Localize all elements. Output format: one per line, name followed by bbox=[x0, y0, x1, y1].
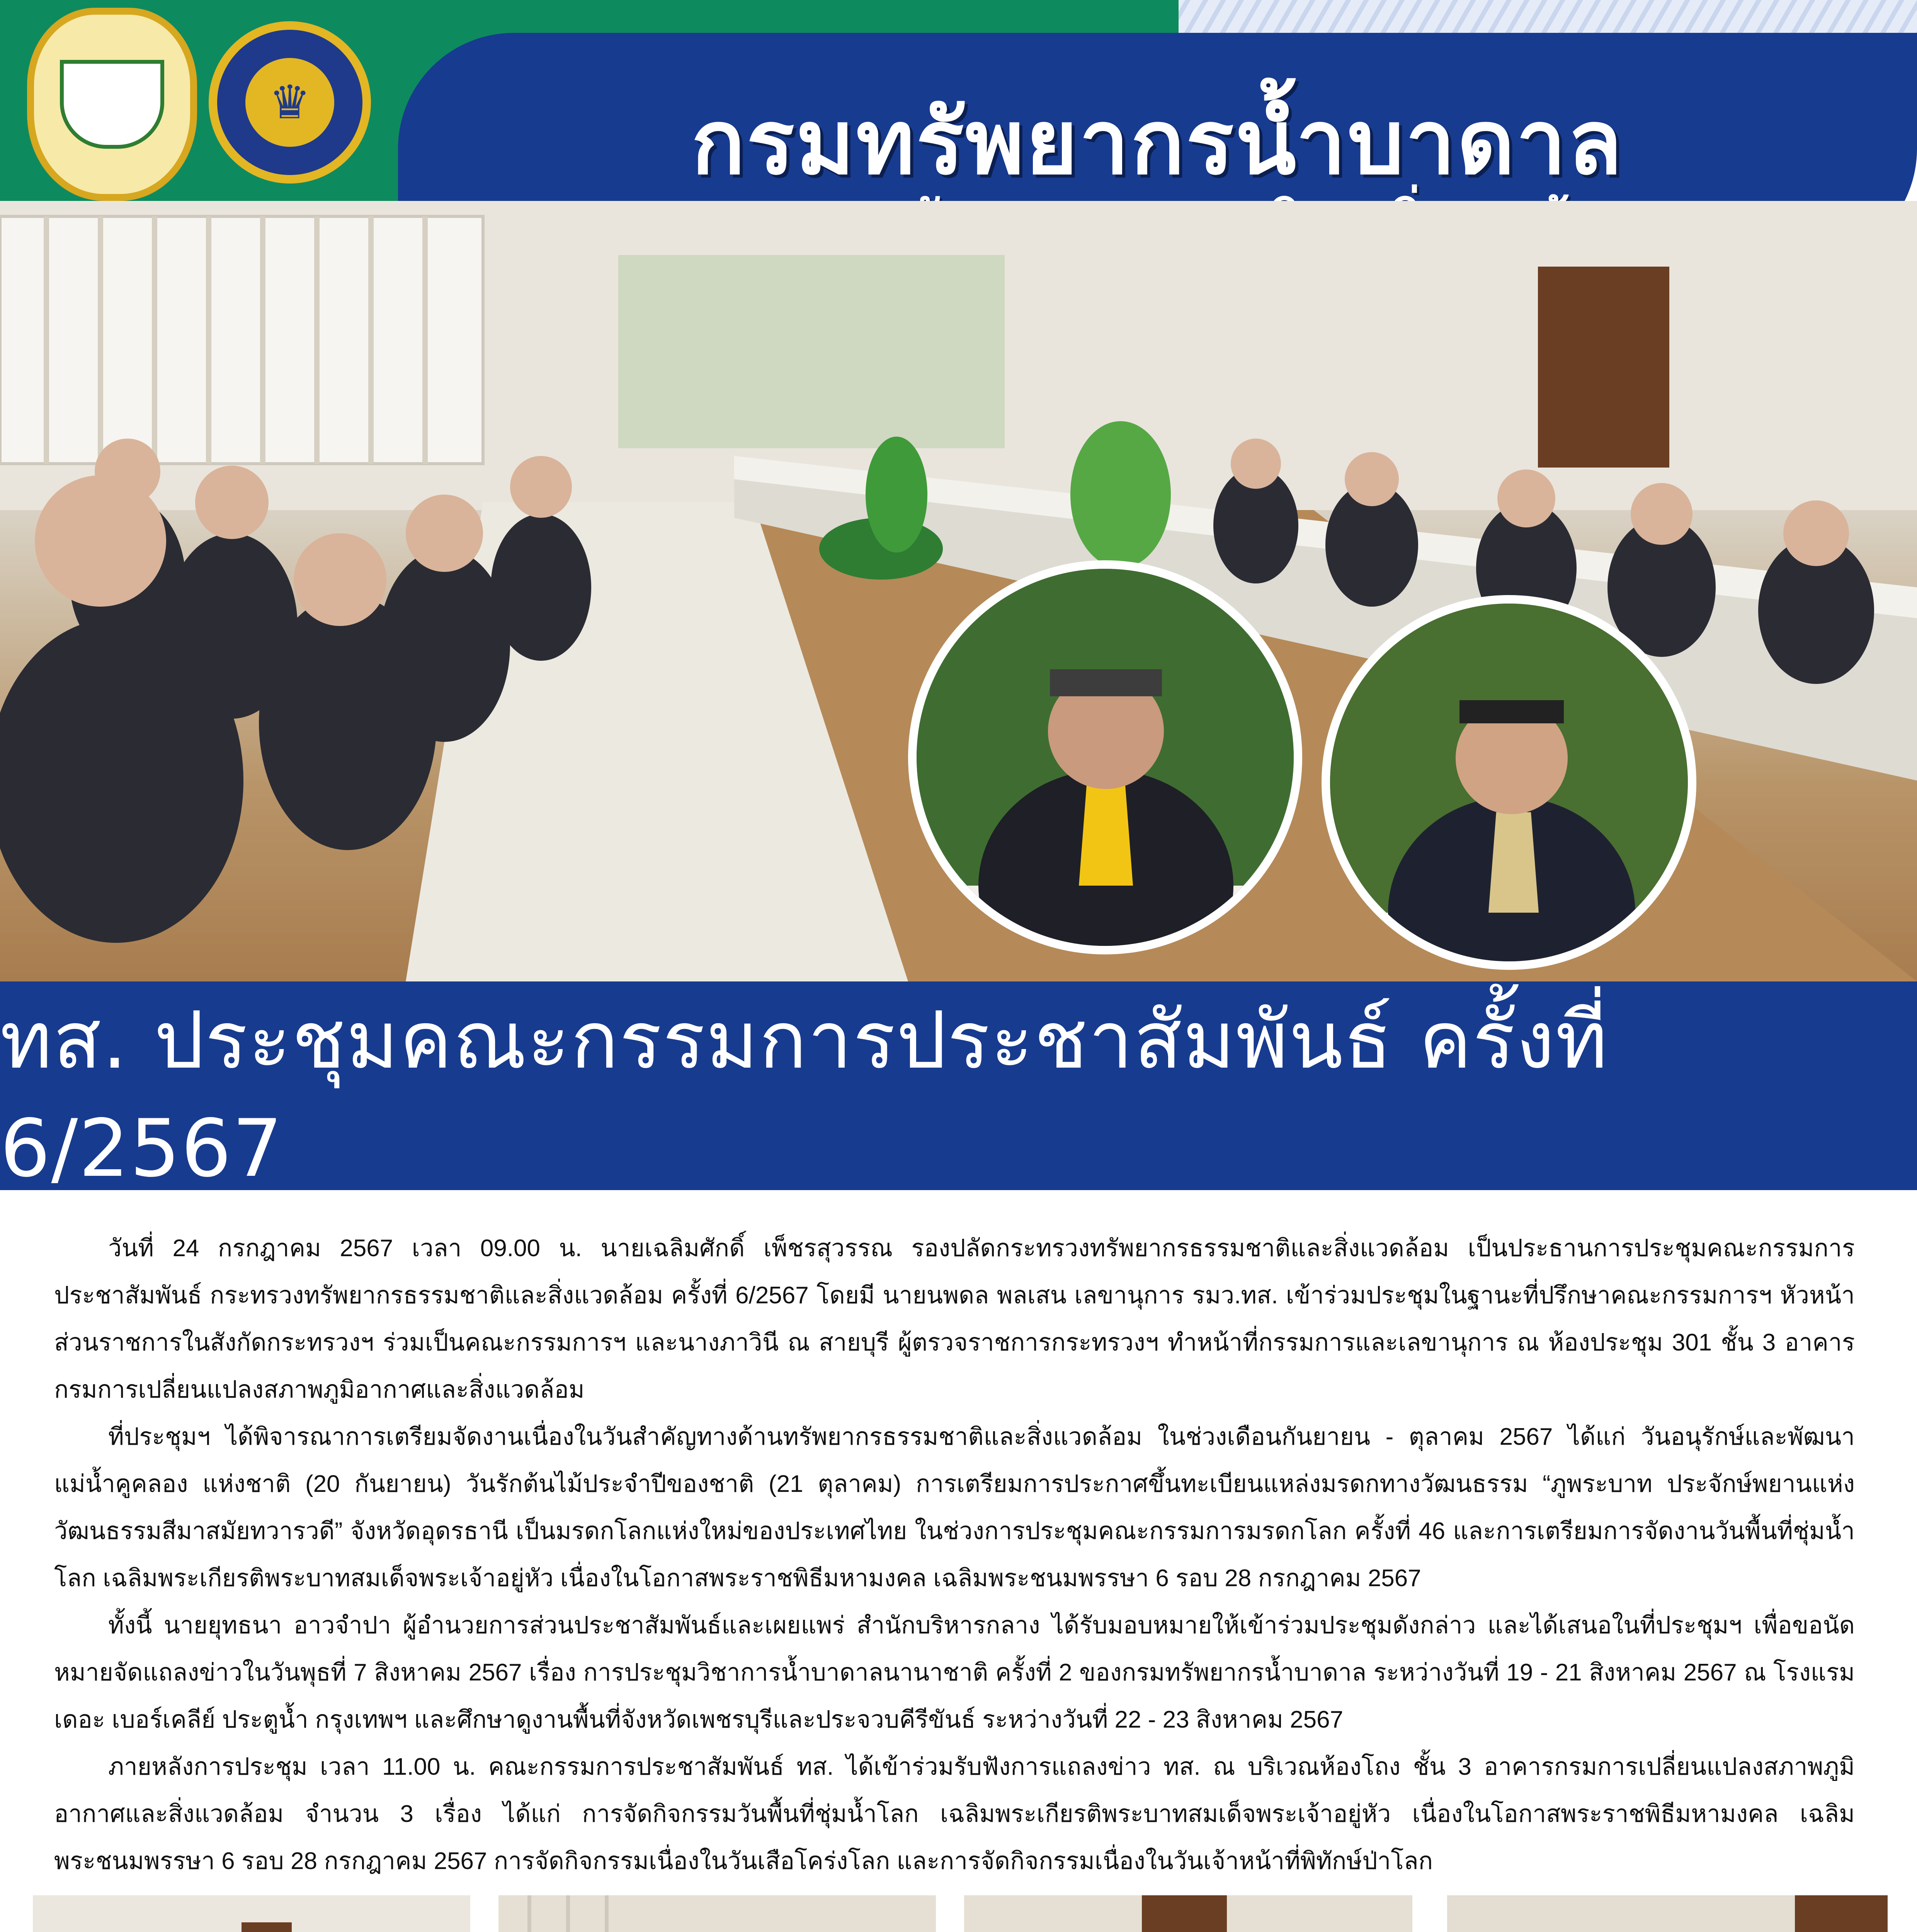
advisor-portrait-photo bbox=[1322, 595, 1696, 970]
headline-band bbox=[0, 981, 1917, 1195]
gallery-photo bbox=[1447, 1895, 1888, 1932]
chairman-portrait-photo bbox=[908, 560, 1302, 954]
hero-meeting-photo bbox=[0, 201, 1917, 981]
groundwater-department-emblem-icon: ♛ bbox=[209, 21, 371, 184]
ministry-emblem-icon bbox=[27, 8, 197, 201]
article-body bbox=[54, 1225, 1855, 1885]
gallery-photo bbox=[498, 1895, 936, 1932]
gallery-photo bbox=[964, 1895, 1412, 1932]
paragraph: วันที่ 24 กรกฎาคม 2567 เวลา 09.00 น. นายเฉลิมศักดิ์ เพ็ชรสุวรรณ รองปลัดกระทรวงทรัพยากรธรรมชาติและสิ่งแวดล้อม เป็นประธานการประชุมคณะกรรมการประชาสัมพันธ์ กระทรวงทรัพยากรธรรมชาติและสิ่งแวดล้อม ครั้งที่ 6/2567 โดยมี นายนพดล พลเสน เลขานุการ รมว.ทส. เข้าร่วมประชุมในฐานะที่ปรึกษาคณะกรรมการฯ หัวหน้าส่วนราชการในสังกัดกระทรวงฯ ร่วมเป็นคณะกรรมการฯ และนางภาวินี ณ สายบุรี ผู้ตรวจราชการกระทรวงฯ ทำหน้าที่กรรมการและเลขานุการ ณ ห้องประชุม 301 ชั้น 3 อาคารกรมการเปลี่ยนแปลงสภาพภูมิอากาศและสิ่งแวดล้อม bbox=[54, 1235, 1855, 1403]
headline: ทส. ประชุมคณะกรรมการประชาสัมพันธ์ ครั้งที่ 6/2567 bbox=[0, 995, 1609, 1195]
paragraph: ที่ประชุมฯ ได้พิจารณาการเตรียมจัดงานเนื่องในวันสำคัญทางด้านทรัพยากรธรรมชาติและสิ่งแวดล้อม ในช่วงเดือนกันยายน - ตุลาคม 2567 ได้แก่ วันอนุรักษ์และพัฒนาแม่น้ำคูคลอง แห่งชาติ (20 กันยายน) วันรักต้นไม้ประจำปีของชาติ (21 ตุลาคม) การเตรียมการประกาศขึ้นทะเบียนแหล่งมรดกทางวัฒนธรรม “ภูพระบาท ประจักษ์พยานแห่งวัฒนธรรมสีมาสมัยทวารวดี” จังหวัดอุดรธานี เป็นมรดกโลกแห่งใหม่ของประเทศไทย ในช่วงการประชุมคณะกรรมการมรดกโลก ครั้งที่ 46 และการเตรียมการจัดงานวันพื้นที่ชุ่มน้ำโลก เฉลิมพระเกียรติพระบาทสมเด็จพระเจ้าอยู่หัว เนื่องในโอกาสพระราชพิธีมหามงคล เฉลิมพระชนมพรรษา 6 รอบ 28 กรกฎาคม 2567 bbox=[54, 1423, 1855, 1592]
header-decorative-stripes bbox=[1101, 0, 1917, 35]
gallery-photo bbox=[33, 1895, 470, 1932]
department-name: กรมทรัพยากรน้ำบาดาล bbox=[691, 91, 1624, 194]
paragraph: ทั้งนี้ นายยุทธนา อาวจำปา ผู้อำนวยการส่วนประชาสัมพันธ์และเผยแพร่ สำนักบริหารกลาง ได้รับมอบหมายให้เข้าร่วมประชุมดังกล่าว และได้เสนอในที่ประชุมฯ เพื่อขอนัดหมายจัดแถลงข่าวในวันพุธที่ 7 สิงหาคม 2567 เรื่อง การประชุมวิชาการน้ำบาดาลนานาชาติ ครั้งที่ 2 ของกรมทรัพยากรน้ำบาดาล ระหว่างวันที่ 19 - 21 สิงหาคม 2567 ณ โรงแรม เดอะ เบอร์เคลีย์ ประตูน้ำ กรุงเทพฯ และศึกษาดูงานพื้นที่จังหวัดเพชรบุรีและประจวบคีรีขันธ์ ระหว่างวันที่ 22 - 23 สิงหาคม 2567 bbox=[54, 1612, 1855, 1733]
paragraph: ภายหลังการประชุม เวลา 11.00 น. คณะกรรมการประชาสัมพันธ์ ทส. ได้เข้าร่วมรับฟังการแถลงข่าว ทส. ณ บริเวณห้องโถง ชั้น 3 อาคารกรมการเปลี่ยนแปลงสภาพภูมิอากาศและสิ่งแวดล้อม จำนวน 3 เรื่อง ได้แก่ การจัดกิจกรรมวันพื้นที่ชุ่มน้ำโลก เฉลิมพระเกียรติพระบาทสมเด็จพระเจ้าอยู่หัว เนื่องในโอกาสพระราชพิธีมหามงคล เฉลิมพระชนมพรรษา 6 รอบ 28 กรกฎาคม 2567 การจัดกิจกรรมเนื่องในวันเสือโคร่งโลก และการจัดกิจกรรมเนื่องในวันเจ้าหน้าที่พิทักษ์ป่าโลก bbox=[54, 1753, 1855, 1874]
